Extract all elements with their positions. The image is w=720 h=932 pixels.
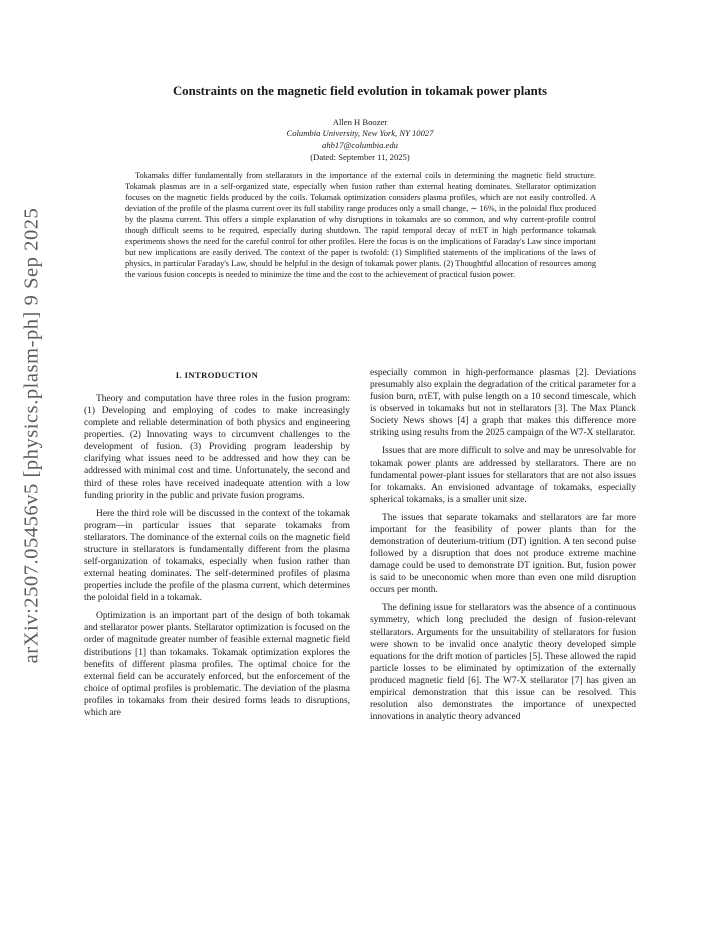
body-paragraph: Issues that are more difficult to solve and may be unresolvable for tokamak power plants are addressed by stellarators. There are no fundamental power-plant issues for stellarators that are not also issues for tokamaks. An envisioned advantage of tokamaks, especially spherical tokamaks, is a smaller unit size. <box>370 446 636 505</box>
abstract: Tokamaks differ fundamentally from stellarators in the importance of the external coils in determining the magnetic field structure. Tokamak plasmas are in a self-organized state, especially when fusion rather than external heating dominates. Stellarator optimization focuses on the magnetic fields produced by the coils. Tokamak optimization considers plasma profiles, which are not easily controlled. A deviation of the profile of the plasma current over its full stability range produces only a small change, ∼ 16%, in the poloidal flux produced by the plasma current. This offers a simple explanation of why disruptions in tokamaks are so common, and why current-profile control though difficult seems to be required, especially during shutdown. The rapid temporal decay of nτET in high performance tokamak experiments shows the need for the careful control for other profiles. Here the focus is on the implications of Faraday's Law since important but new implications are easily derived. The context of the paper is twofold: (1) Simplified statements of the implications of the laws of physics, in particular Faraday's Law, should be helpful in the design of tokamak power plants. (2) Thoughtful allocation of resources among the various fusion concepts is needed to minimize the time and the cost to the achievement of practical fusion power. <box>125 171 596 279</box>
body-paragraph: Theory and computation have three roles in the fusion program: (1) Developing and employing of codes to make increasingly complete and reliable determination of both physics and engineering properties. (2) Innovating ways to circumvent challenges to the development of fusion. (3) Providing program leadership by clarifying what issues need to be addressed and how they can be addressed with minimal cost and time. Unfortunately, the second and third of these roles have received inadequate attention with a low funding priority in the public and private fusion programs. <box>84 394 350 501</box>
arxiv-identifier-stamp <box>19 205 45 665</box>
date-line: (Dated: September 11, 2025) <box>310 152 410 162</box>
author-name: Allen H Boozer <box>332 117 388 127</box>
body-paragraph: Here the third role will be discussed in the context of the tokamak program—in particular issues that separate tokamaks from stellarators. The dominance of the external coils on the magnetic field structure in stellarators is fundamentally different from the plasma self-organization of tokamaks, especially when fusion rather than external heating dominates. The self-determined profiles of plasma properties include the profile of the plasma current, which determines the poloidal field in a tokamak. <box>84 508 350 604</box>
section-heading: I. INTRODUCTION <box>175 370 259 380</box>
body-paragraph: The defining issue for stellarators was the absence of a continuous symmetry, which long precluded the design of fusion-relevant stellarators. Arguments for the unsuitability of stellarators for fusion were shown to be invalid once analytic theory developed simple equations for the drift motion of particles [5]. These allowed the rapid particle losses to be eliminated by optimization of the externally produced magnetic field [6]. The W7-X stellarator [7] has given an empirical demonstration that this issue can be resolved. This resolution also demonstrates the importance of unexpected innovations in analytic theory advanced <box>370 603 636 723</box>
body-paragraph: The issues that separate tokamaks and stellarators are far more important for the feasibility of power plants than for the demonstration of deuterium-tritium (DT) ignition. A ten second pulse followed by a disruption that does not produce extreme machine damage could be used to demonstrate DT ignition. But, fusion power is said to be uneconomic when more than even one mild disruption occurs per month. <box>370 512 636 596</box>
body-paragraph: especially common in high-performance plasmas [2]. Deviations presumably also explain the degradation of the critical parameter for a fusion burn, nτET, with pulse length on a 10 second timescale, which is observed in tokamaks but not in stellarators [3]. The Max Planck Society News shows [4] a graph that makes this difference more striking using results from the 2025 campaign of the W7-X stellarator. <box>370 368 636 439</box>
body-paragraph: Optimization is an important part of the design of both tokamak and stellarator power plants. Stellarator optimization is focused on the order of magnitude greater number of feasible external magnetic field distributions [1] than tokamaks. Tokamak optimization explores the benefits of different plasma profiles. The optimal choice for the external field can be accurately enforced, but the enforcement of the choice of optimal profiles is problematic. The deviation of the plasma profiles in tokamaks from their desired forms leads to disruptions, which are <box>84 611 350 718</box>
author-affiliation: Columbia University, New York, NY 10027 <box>286 128 434 138</box>
author-email: ahb17@columbia.edu <box>322 140 398 150</box>
right-column <box>370 367 636 853</box>
arxiv-identifier-text: arXiv:2507.05456v5 [physics.plasm-ph] 9 Sep 2025 <box>20 207 43 663</box>
left-column <box>84 368 350 854</box>
paper-title: Constraints on the magnetic field evolution in tokamak power plants <box>172 84 548 98</box>
